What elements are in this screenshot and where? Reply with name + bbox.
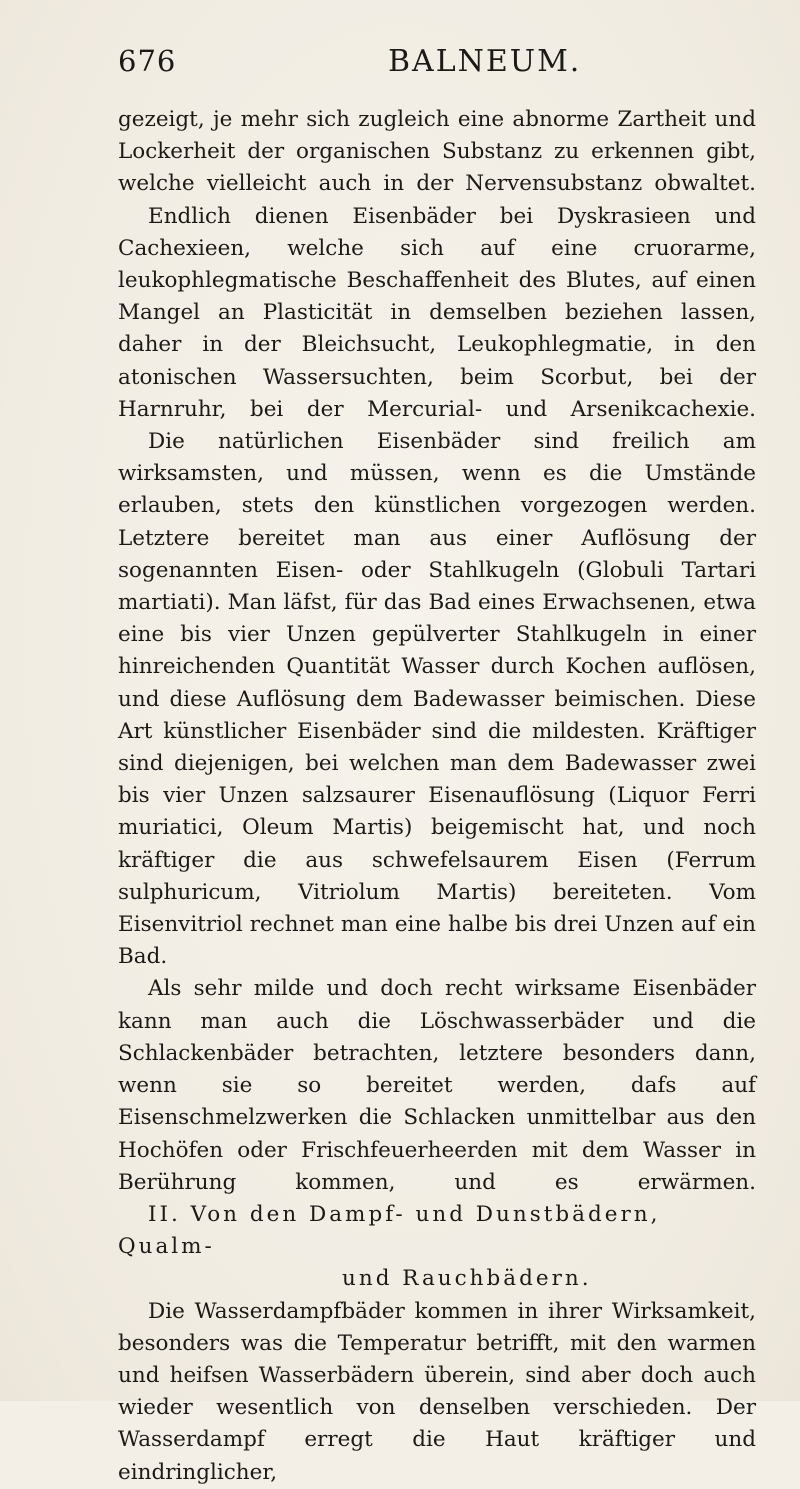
section-heading-line-2: und Rauchbädern.	[342, 1266, 592, 1292]
paragraph-4: Als sehr milde und doch recht wirksame Eisenbäder kann man auch die Löschwasserbäder und die Schlackenbäder betrachten, letztere besonders dann, wenn sie so bereitet werden, dafs auf Eisenschmelzwerken die Schlacken unmittelbar aus den Hochöfen oder Frischfeuerheerden mit dem Wasser in Berührung kommen, und es erwärmen.	[118, 976, 756, 1195]
section-heading	[118, 1199, 756, 1296]
paragraph-1: gezeigt, je mehr sich zugleich eine abnorme Zartheit und Lockerheit der organischen Substanz zu erkennen gibt, welche vielleicht auch in der Nervensubstanz obwaltet.	[118, 107, 756, 197]
page-header	[118, 44, 738, 88]
paragraph-5: Die Wasserdampfbäder kommen in ihrer Wirksamkeit, besonders was die Temperatur betrifft, mit den warmen und heifsen Wasserbädern überein, sind aber doch auch wieder wesentlich von denselben verschieden. Der Wasserdampf erregt die Haut kräftiger und eindringlicher,	[118, 1298, 756, 1485]
body-text	[118, 104, 756, 1489]
paragraph-2: Endlich dienen Eisenbäder bei Dyskrasieen und Cachexieen, welche sich auf eine cruorarme, leukophlegmatische Beschaffenheit des Blutes, auf einen Mangel an Plasticität in demselben beziehen lassen, daher in der Bleichsucht, Leukophlegmatie, in den atonischen Wassersuchten, beim Scorbut, bei der Harnruhr, bei der Mercurial- und Arsenikcachexie.	[118, 203, 756, 422]
paragraph-3: Die natürlichen Eisenbäder sind freilich am wirksamsten, und müssen, wenn es die Umstände erlauben, stets den künstlichen vorgezogen werden. Letztere bereitet man aus einer Auflösung der sogenannten Eisen- oder Stahlkugeln (Globuli Tartari martiati). Man läfst, für das Bad eines Erwachsenen, etwa eine bis vier Unzen gepülverter Stahlkugeln in einer hinreichenden Quantität Wasser durch Kochen auflösen, und diese Auflösung dem Badewasser beimischen. Diese Art künstlicher Eisenbäder sind die mildesten. Kräftiger sind diejenigen, bei welchen man dem Badewasser zwei bis vier Unzen salzsaurer Eisenauflösung (Liquor Ferri muriatici, Oleum Martis) beigemischt hat, und noch kräftiger die aus schwefelsaurem Eisen (Ferrum sulphuricum, Vitriolum Martis) bereiteten. Vom Eisenvitriol rechnet man eine halbe bis drei Unzen auf ein Bad.	[118, 429, 756, 970]
page-number: 676	[118, 44, 177, 78]
running-title: BALNEUM.	[388, 44, 582, 79]
section-heading-line-1: II. Von den Dampf- und Dunstbädern, Qualm-	[118, 1201, 661, 1260]
